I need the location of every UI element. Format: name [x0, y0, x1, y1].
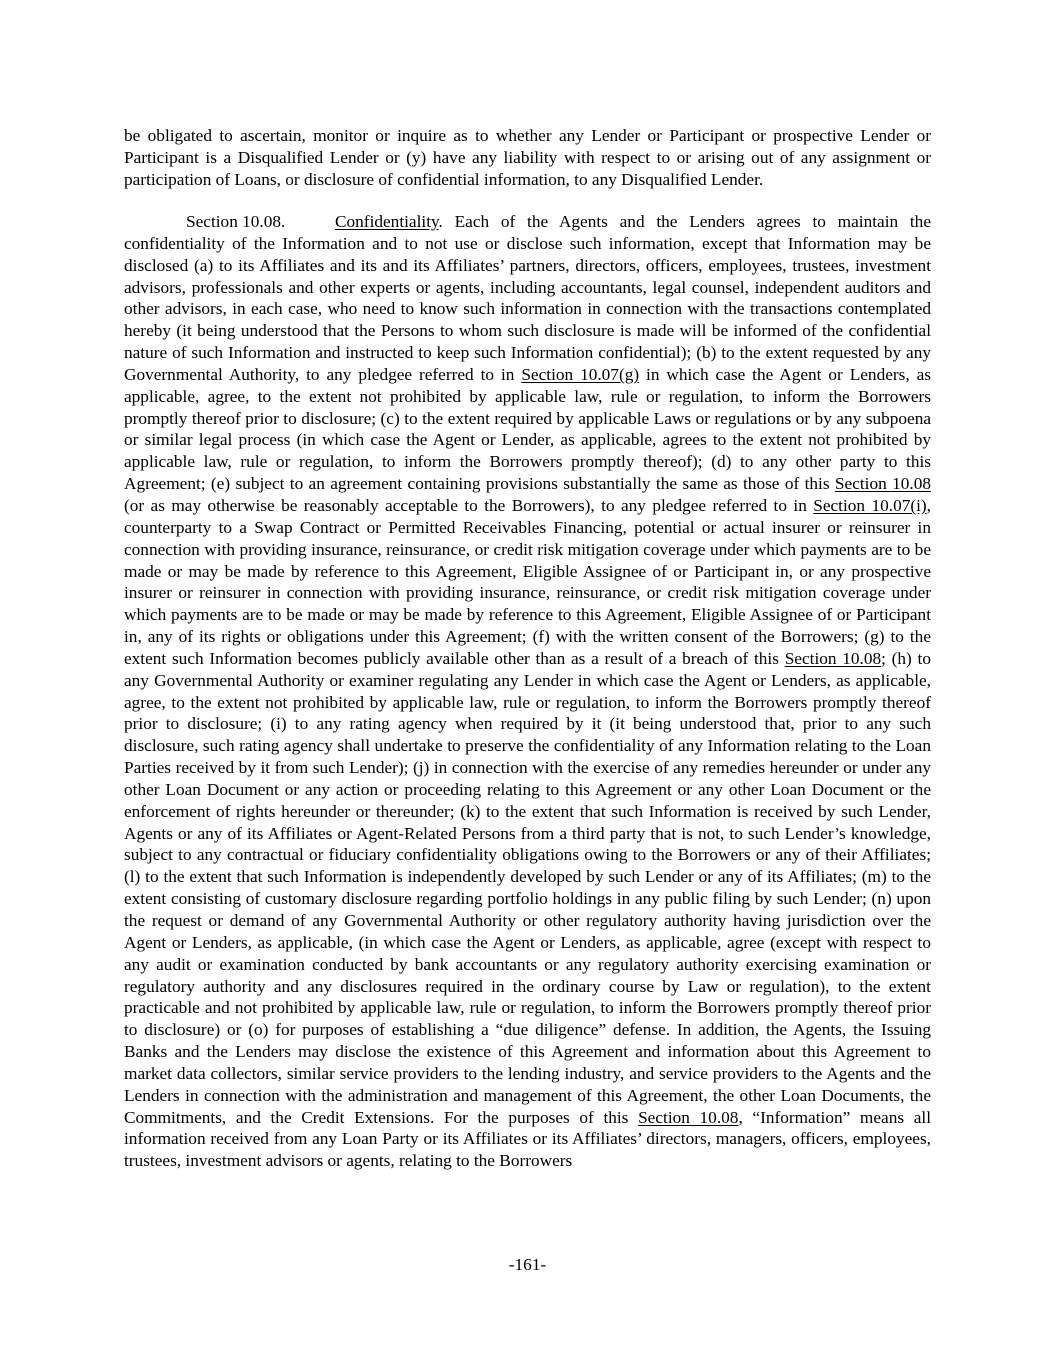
- section-heading-period: .: [438, 212, 443, 231]
- body-text-2: in which case the Agent or Lenders, as applicable, agree, to the extent not prohibited by applicable law, rule or regulation, to inform the Borrowers promptly thereof prior to disclosure; (c) to the extent required by applicable Laws or regulations or by any subpoena or similar legal process (in which case the Agent or Lender, as applicable, agrees to the extent not prohibited by applicable law, rule or regulation, to inform the Borrowers promptly thereof); (d) to any other party to this Agreement; (e) subject to an agreement containing provisions substantially the same as those of this: [124, 364, 931, 494]
- cross-reference-10-07i: Section 10.07(i): [813, 495, 927, 515]
- cross-reference-10-08-b: Section 10.08: [784, 648, 882, 668]
- body-text-3: (or as may otherwise be reasonably acceptable to the Borrowers), to any pledgee referred to in: [124, 495, 814, 515]
- page-number: -161-: [508, 1255, 547, 1274]
- section-10-08-paragraph: [124, 211, 931, 1172]
- section-number: Section 10.08.: [186, 212, 286, 231]
- cross-reference-10-08-c: Section 10.08: [638, 1107, 739, 1127]
- cross-reference-10-07g: Section 10.07(g): [521, 364, 640, 384]
- body-text-4: , counterparty to a Swap Contract or Permitted Receivables Financing, potential or actual insurer or reinsurer in connection with providing insurance, reinsurance, or credit risk mitigation coverage under which payments are to be made or may be made by reference to this Agreement, Eligible Assignee of or Participant in, or any prospective insurer or reinsurer in connection with providing insurance, reinsurance, or credit risk mitigation coverage under which payments are to be made or may be made by reference to this Agreement, Eligible Assignee of or Participant in, any of its rights or obligations under this Agreement; (f) with the written consent of the Borrowers; (g) to the extent such Information becomes publicly available other than as a result of a breach of this: [124, 495, 931, 668]
- cross-reference-10-08-a: Section 10.08: [834, 474, 931, 494]
- section-heading: Confidentiality: [335, 212, 439, 231]
- body-text-6: , “Information” means all information received from any Loan Party or its Affiliates or its Affiliates’ directors, managers, officers, employees, trustees, investment advisors or agents, relating to the Borrowers: [124, 1107, 931, 1171]
- body-text-1: Each of the Agents and the Lenders agrees to maintain the confidentiality of the Information and to not use or disclose such information, except that Information may be disclosed (a) to its Affiliates and its and its Affiliates’ partners, directors, officers, employees, trustees, investment advisors, professionals and other experts or agents, including accountants, legal counsel, independent auditors and other advisors, in each case, who need to know such information in connection with the transactions contemplated hereby (it being understood that the Persons to whom such disclosure is made will be informed of the confidential nature of such Information and instructed to keep such Information confidential); (b) to the extent requested by any Governmental Authority, to any pledgee referred to in: [124, 212, 931, 384]
- continuation-paragraph: be obligated to ascertain, monitor or inquire as to whether any Lender or Participant or prospective Lender or Participant is a Disqualified Lender or (y) have any liability with respect to or arising out of any assignment or participation of Loans, or disclosure of confidential information, to any Disqualified Lender.: [124, 126, 931, 189]
- body-text-5: ; (h) to any Governmental Authority or examiner regulating any Lender in which case the Agent or Lenders, as applicable, agree, to the extent not prohibited by applicable law, rule or regulation, to inform the Borrowers promptly thereof prior to disclosure; (i) to any rating agency when required by it (it being understood that, prior to any such disclosure, such rating agency shall undertake to preserve the confidentiality of any Information relating to the Loan Parties received by it from such Lender); (j) in connection with the exercise of any remedies hereunder or under any other Loan Document or any action or proceeding relating to this Agreement or any other Loan Document or the enforcement of rights hereunder or thereunder; (k) to the extent that such Information is received by such Lender, Agents or any of its Affiliates or Agent-Related Persons from a third party that is not, to such Lender’s knowledge, subject to any contractual or fiduciary confidentiality obligations owing to the Borrowers or any of their Affiliates; (l) to the extent that such Information is independently developed by such Lender or any of its Affiliates; (m) to the extent consisting of customary disclosure regarding portfolio holdings in any public filing by such Lender; (n) upon the request or demand of any Governmental Authority or other regulatory authority having jurisdiction over the Agent or Lenders, as applicable, (in which case the Agent or Lenders, as applicable, agree (except with respect to any audit or examination conducted by bank accountants or any regulatory authority exercising examination or regulatory authority and any disclosures required in the ordinary course by Law or regulation), to the extent practicable and not prohibited by applicable law, rule or regulation, to inform the Borrowers promptly thereof prior to disclosure) or (o) for purposes of establishing a “due diligence” defense. In addition, the Agents, the Issuing Banks and the Lenders may disclose the existence of this Agreement and information about this Agreement to market data collectors, similar service providers to the lending industry, and service providers to the Agents and the Lenders in connection with the administration and management of this Agreement, the other Loan Documents, the Commitments, and the Credit Extensions. For the purposes of this: [124, 648, 931, 1127]
